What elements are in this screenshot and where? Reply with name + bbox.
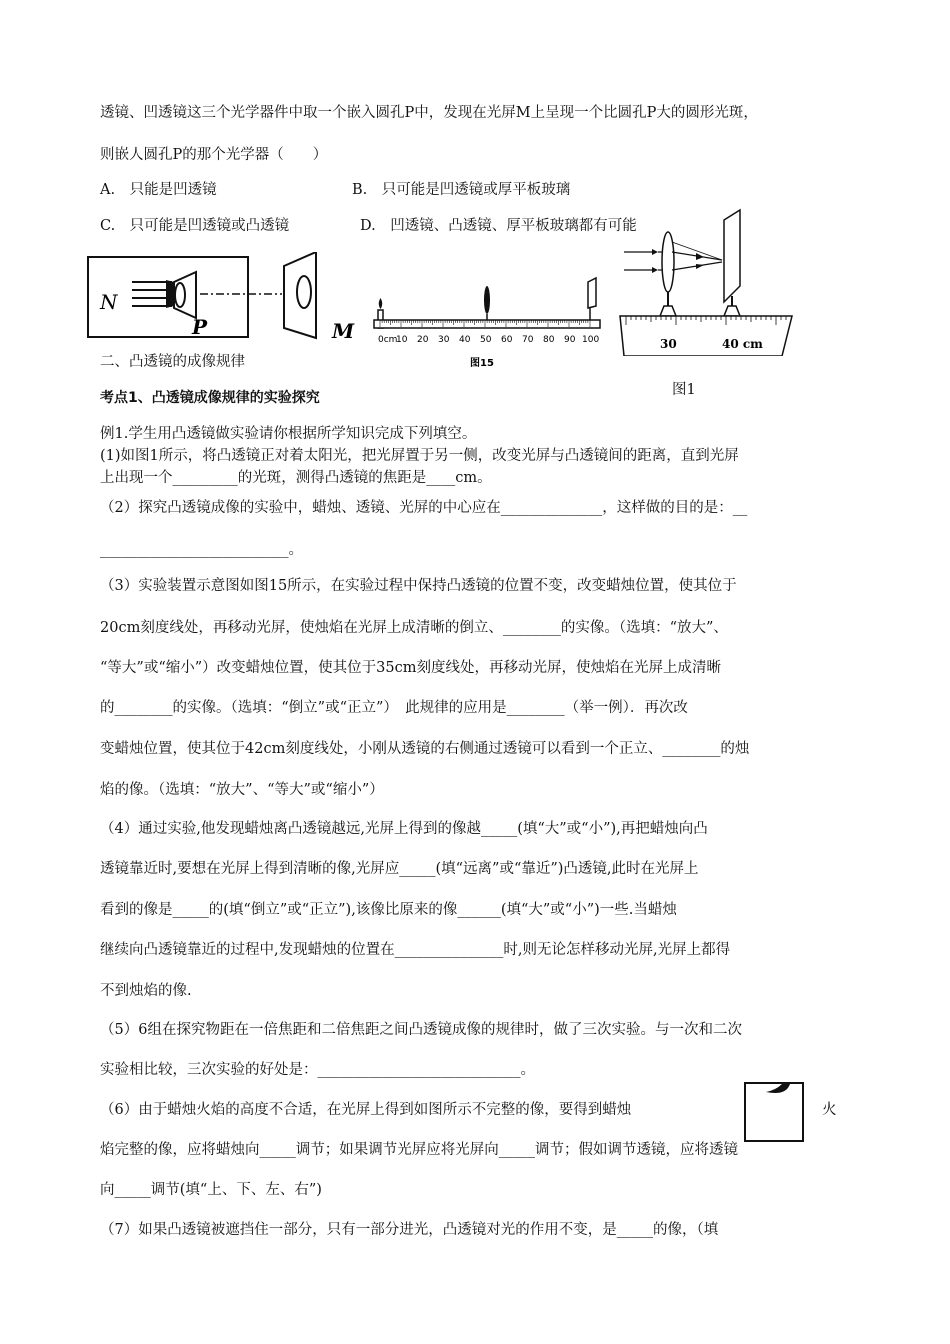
text-line: （6）由于蜡烛火焰的高度不合适，在光屏上得到如图所示不完整的像，要得到蜡烛 (100, 1102, 632, 1118)
figure-light-box (86, 252, 358, 344)
tick-label: 0cm (378, 335, 398, 345)
section-heading: 二、凸透镜的成像规律 (100, 354, 245, 370)
text-line: 不到烛焰的像. (100, 983, 192, 999)
text-line: 变蜡烛位置，使其位于42cm刻度线处，小刚从透镜的右侧通过透镜可以看到一个正立、________的烛 (100, 741, 750, 757)
text-line: （5）6组在探究物距在一倍焦距和二倍焦距之间凸透镜成像的规律时，做了三次实验。与一次和二次 (100, 1022, 742, 1038)
label-m: M (332, 319, 355, 343)
screen-icon (588, 278, 596, 308)
flame-icon (379, 298, 383, 309)
label-p: P (192, 315, 208, 339)
option-c: C. 只可能是凹透镜或凸透镜 (100, 218, 290, 234)
option-b: B. 只可能是凹透镜或厚平板玻璃 (352, 182, 571, 198)
text-line: （7）如果凸透镜被遮挡住一部分，只有一部分进光，凸透镜对光的作用不变，是_____的像，（填 (100, 1222, 719, 1238)
option-d: D. 凹透镜、凸透镜、厚平板玻璃都有可能 (360, 218, 637, 234)
text-line: __________________________。 (100, 542, 303, 558)
tick-label: 40 (459, 335, 471, 345)
text-line: 的________的实像。（选填：“倒立”或“正立”） 此规律的应用是________（举一例）．再次改 (100, 700, 688, 716)
tick-label: 100 (582, 335, 600, 345)
tick-label-30: 30 (660, 337, 677, 351)
convex-lens-icon (662, 232, 674, 292)
figure-optical-bench (370, 272, 610, 372)
partial-flame-icon (746, 1084, 802, 1140)
text-line: 实验相比较，三次实验的好处是：____________________________。 (100, 1062, 535, 1078)
text-line: （3）实验装置示意图如图15所示，在实验过程中保持凸透镜的位置不变，改变蜡烛位置，使其位于 (100, 578, 737, 594)
text-line: 继续向凸透镜靠近的过程中,发现蜡烛的位置在_______________时,则无论怎样移动光屏,光屏上都得 (100, 942, 731, 958)
figure-caption-1: 图1 (672, 382, 696, 398)
topic-heading: 考点1、凸透镜成像规律的实验探究 (100, 390, 320, 406)
figure-caption-15: 图15 (470, 358, 494, 369)
text-line: 20cm刻度线处，再移动光屏，使烛焰在光屏上成清晰的倒立、________的实像。（选填：“放大”、 (100, 620, 728, 636)
text-line: 焰完整的像，应将蜡烛向_____调节；如果调节光屏应将光屏向_____调节；假如调节透镜，应将透镜 (100, 1142, 738, 1158)
text-line: 火 (822, 1102, 837, 1118)
tick-label: 10 (396, 335, 408, 345)
option-a: A. 只能是凹透镜 (100, 182, 217, 198)
text-line: 例1.学生用凸透镜做实验请你根据所学知识完成下列填空。 (100, 426, 477, 442)
tick-label: 20 (417, 335, 429, 345)
figure-focal-length (616, 206, 796, 356)
tick-label: 50 (480, 335, 492, 345)
text-line: （2）探究凸透镜成像的实验中，蜡烛、透镜、光屏的中心应在______________，这样做的目的是：__ (100, 500, 748, 516)
text-line: “等大”或“缩小”）改变蜡烛位置，使其位于35cm刻度线处，再移动光屏，使烛焰在光屏上成清晰 (100, 660, 721, 676)
tick-label: 60 (501, 335, 513, 345)
text-line: 焰的像。（选填：“放大”、“等大”或“缩小”） (100, 782, 384, 798)
tick-label-40: 40 cm (722, 337, 763, 351)
text-line: (1)如图1所示，将凸透镜正对着太阳光，把光屏置于另一侧，改变光屏与凸透镜间的距离，直到光屏 (100, 448, 739, 464)
label-n: N (100, 290, 118, 314)
text-line: 看到的像是_____的(填“倒立”或“正立”),该像比原来的像______(填“大”或“小”)一些.当蜡烛 (100, 902, 677, 918)
text-line: 上出现一个_________的光斑，测得凸透镜的焦距是____cm。 (100, 470, 492, 486)
text-line: 透镜、凹透镜这三个光学器件中取一个嵌入圆孔P中，发现在光屏M上呈现一个比圆孔P大的圆形光斑， (100, 105, 758, 121)
tick-label: 90 (564, 335, 576, 345)
text-line: 向_____调节(填“上、下、左、右”) (100, 1182, 322, 1198)
text-line: 透镜靠近时,要想在光屏上得到清晰的像,光屏应_____(填“远离”或“靠近”)凸透镜,此时在光屏上 (100, 861, 699, 877)
tick-label: 70 (522, 335, 534, 345)
text-line: （4）通过实验,他发现蜡烛离凸透镜越远,光屏上得到的像越_____(填“大”或“小”),再把蜡烛向凸 (100, 821, 708, 837)
partial-image-screen (744, 1082, 804, 1142)
tick-label: 30 (438, 335, 450, 345)
tick-label: 80 (543, 335, 555, 345)
text-line: 则嵌人圆孔P的那个光学器（ ） (100, 147, 328, 163)
screen-icon (724, 210, 740, 302)
lens-icon (484, 286, 490, 314)
